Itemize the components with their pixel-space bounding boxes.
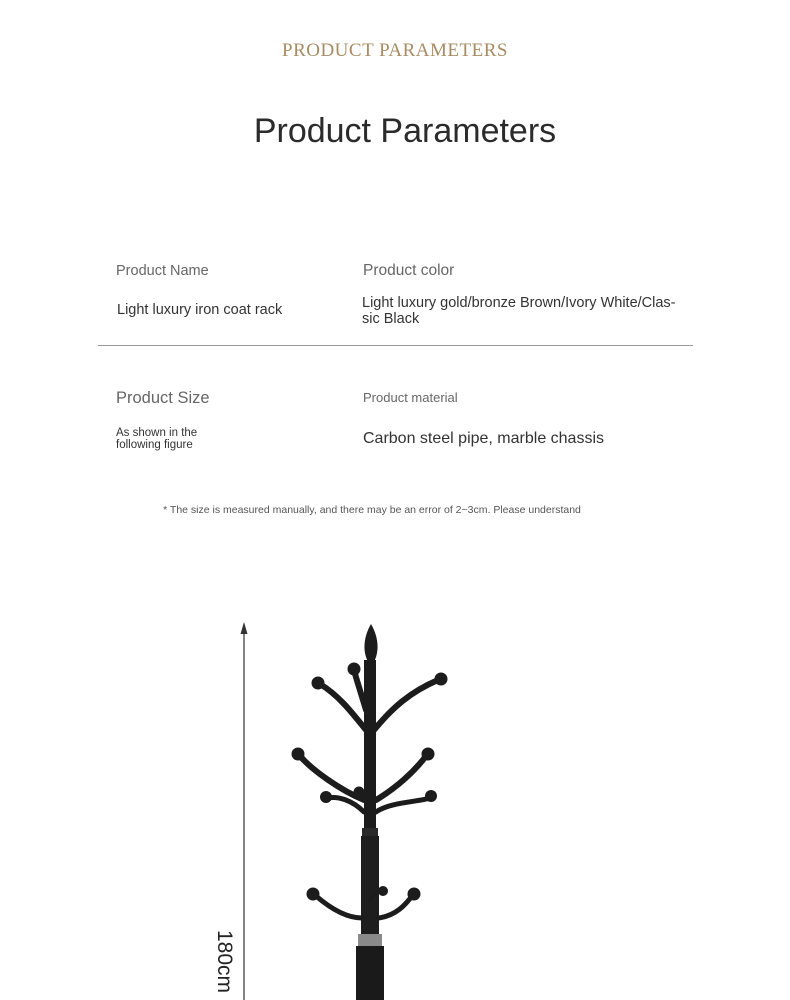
section-eyebrow: PRODUCT PARAMETERS xyxy=(282,40,508,61)
product-size-label: Product Size xyxy=(116,389,210,407)
product-color-value: Light luxury gold/bronze Brown/Ivory White/Clas-sic Black xyxy=(362,295,676,327)
height-dimension-label: 180cm xyxy=(213,930,236,994)
product-material-value: Carbon steel pipe, marble chassis xyxy=(363,430,605,447)
product-material-label: Product material xyxy=(363,390,458,405)
height-arrow-icon xyxy=(241,622,248,1000)
product-color-label: Product color xyxy=(363,262,455,279)
product-size-value: As shown in the following figure xyxy=(116,427,198,451)
product-name-label: Product Name xyxy=(116,263,209,279)
page-title: Product Parameters xyxy=(253,112,557,150)
product-name-value: Light luxury iron coat rack xyxy=(117,302,283,318)
coat-rack-illustration xyxy=(0,600,790,1000)
measurement-note: * The size is measured manually, and there may be an error of 2~3cm. Please understand xyxy=(163,504,581,516)
section-divider xyxy=(98,345,693,346)
